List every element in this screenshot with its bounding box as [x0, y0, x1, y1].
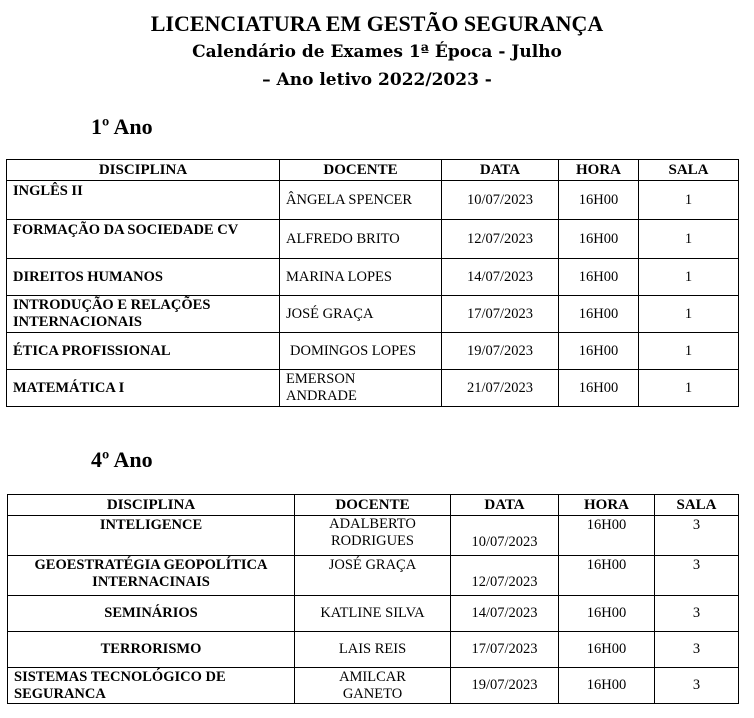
- sala-cell: 1: [639, 296, 739, 333]
- disciplina-cell: DIREITOS HUMANOS: [7, 259, 280, 296]
- sala-cell: 3: [655, 556, 739, 596]
- data-cell: 17/07/2023: [442, 296, 559, 333]
- data-cell: 17/07/2023: [451, 632, 559, 668]
- data-cell: 10/07/2023: [451, 516, 559, 556]
- table-row: [7, 296, 739, 333]
- data-cell: 21/07/2023: [442, 370, 559, 407]
- column-header-disciplina: DISCIPLINA: [7, 160, 280, 181]
- hora-cell: 16H00: [559, 632, 655, 668]
- hora-cell: 16H00: [559, 556, 655, 596]
- sala-cell: 1: [639, 220, 739, 259]
- table-row: [7, 259, 739, 296]
- docente-cell: KATLINE SILVA: [295, 596, 451, 632]
- docente-cell: ÂNGELA SPENCER: [280, 181, 442, 220]
- disciplina-cell: ÉTICA PROFISSIONAL: [7, 333, 280, 370]
- table-row: [8, 596, 739, 632]
- disciplina-cell: INTRODUÇÃO E RELAÇÕES INTERNACIONAIS: [7, 296, 280, 333]
- hora-cell: 16H00: [559, 596, 655, 632]
- table-row: [7, 220, 739, 259]
- hora-cell: 16H00: [559, 516, 655, 556]
- table-row: [7, 333, 739, 370]
- table-row: [8, 632, 739, 668]
- docente-cell: DOMINGOS LOPES: [280, 333, 442, 370]
- exam-table-4th-year: [7, 494, 739, 704]
- data-cell: 19/07/2023: [451, 668, 559, 704]
- document-title: LICENCIATURA EM GESTÃO SEGURANÇA: [150, 11, 604, 36]
- column-header-sala: SALA: [655, 495, 739, 516]
- column-header-docente: DOCENTE: [280, 160, 442, 181]
- table-row: [7, 181, 739, 220]
- column-header-data: DATA: [451, 495, 559, 516]
- sala-cell: 3: [655, 596, 739, 632]
- school-year: – Ano letivo 2022/2023 -: [262, 70, 492, 90]
- disciplina-cell: TERRORISMO: [8, 632, 295, 668]
- data-cell: 19/07/2023: [442, 333, 559, 370]
- table-row: [8, 516, 739, 556]
- column-header-docente: DOCENTE: [295, 495, 451, 516]
- sala-cell: 1: [639, 333, 739, 370]
- exam-table-1st-year: [6, 159, 739, 407]
- document-subtitle: Calendário de Exames 1ª Época - Julho: [192, 42, 562, 62]
- data-cell: 10/07/2023: [442, 181, 559, 220]
- sala-cell: 1: [639, 370, 739, 407]
- hora-cell: 16H00: [559, 296, 639, 333]
- disciplina-cell: FORMAÇÃO DA SOCIEDADE CV: [7, 220, 280, 259]
- column-header-sala: SALA: [639, 160, 739, 181]
- column-header-hora: HORA: [559, 495, 655, 516]
- data-cell: 12/07/2023: [451, 556, 559, 596]
- disciplina-cell: SEMINÁRIOS: [8, 596, 295, 632]
- section-heading-1st-year: 1º Ano: [91, 114, 153, 139]
- docente-cell: ADALBERTO RODRIGUES: [295, 516, 451, 556]
- disciplina-cell: MATEMÁTICA I: [7, 370, 280, 407]
- column-header-data: DATA: [442, 160, 559, 181]
- column-header-disciplina: DISCIPLINA: [8, 495, 295, 516]
- column-header-hora: HORA: [559, 160, 639, 181]
- hora-cell: 16H00: [559, 259, 639, 296]
- docente-cell: MARINA LOPES: [280, 259, 442, 296]
- sala-cell: 1: [639, 181, 739, 220]
- docente-cell: JOSÉ GRAÇA: [280, 296, 442, 333]
- hora-cell: 16H00: [559, 333, 639, 370]
- disciplina-cell: SISTEMAS TECNOLÓGICO DE SEGURANCA: [8, 668, 295, 704]
- hora-cell: 16H00: [559, 668, 655, 704]
- hora-cell: 16H00: [559, 181, 639, 220]
- table-header-row: [8, 495, 739, 516]
- data-cell: 12/07/2023: [442, 220, 559, 259]
- disciplina-cell: GEOESTRATÉGIA GEOPOLÍTICA INTERNACINAIS: [8, 556, 295, 596]
- hora-cell: 16H00: [559, 370, 639, 407]
- docente-cell: LAIS REIS: [295, 632, 451, 668]
- sala-cell: 3: [655, 632, 739, 668]
- disciplina-cell: INTELIGENCE: [8, 516, 295, 556]
- sala-cell: 3: [655, 668, 739, 704]
- table-row: [8, 556, 739, 596]
- table-row: [7, 370, 739, 407]
- hora-cell: 16H00: [559, 220, 639, 259]
- sala-cell: 1: [639, 259, 739, 296]
- docente-cell: JOSÉ GRAÇA: [295, 556, 451, 596]
- data-cell: 14/07/2023: [451, 596, 559, 632]
- docente-cell: AMILCAR GANETO: [295, 668, 451, 704]
- data-cell: 14/07/2023: [442, 259, 559, 296]
- table-header-row: [7, 160, 739, 181]
- section-heading-4th-year: 4º Ano: [91, 447, 153, 472]
- sala-cell: 3: [655, 516, 739, 556]
- docente-cell: EMERSON ANDRADE: [280, 370, 442, 407]
- docente-cell: ALFREDO BRITO: [280, 220, 442, 259]
- table-row: [8, 668, 739, 704]
- disciplina-cell: INGLÊS II: [7, 181, 280, 220]
